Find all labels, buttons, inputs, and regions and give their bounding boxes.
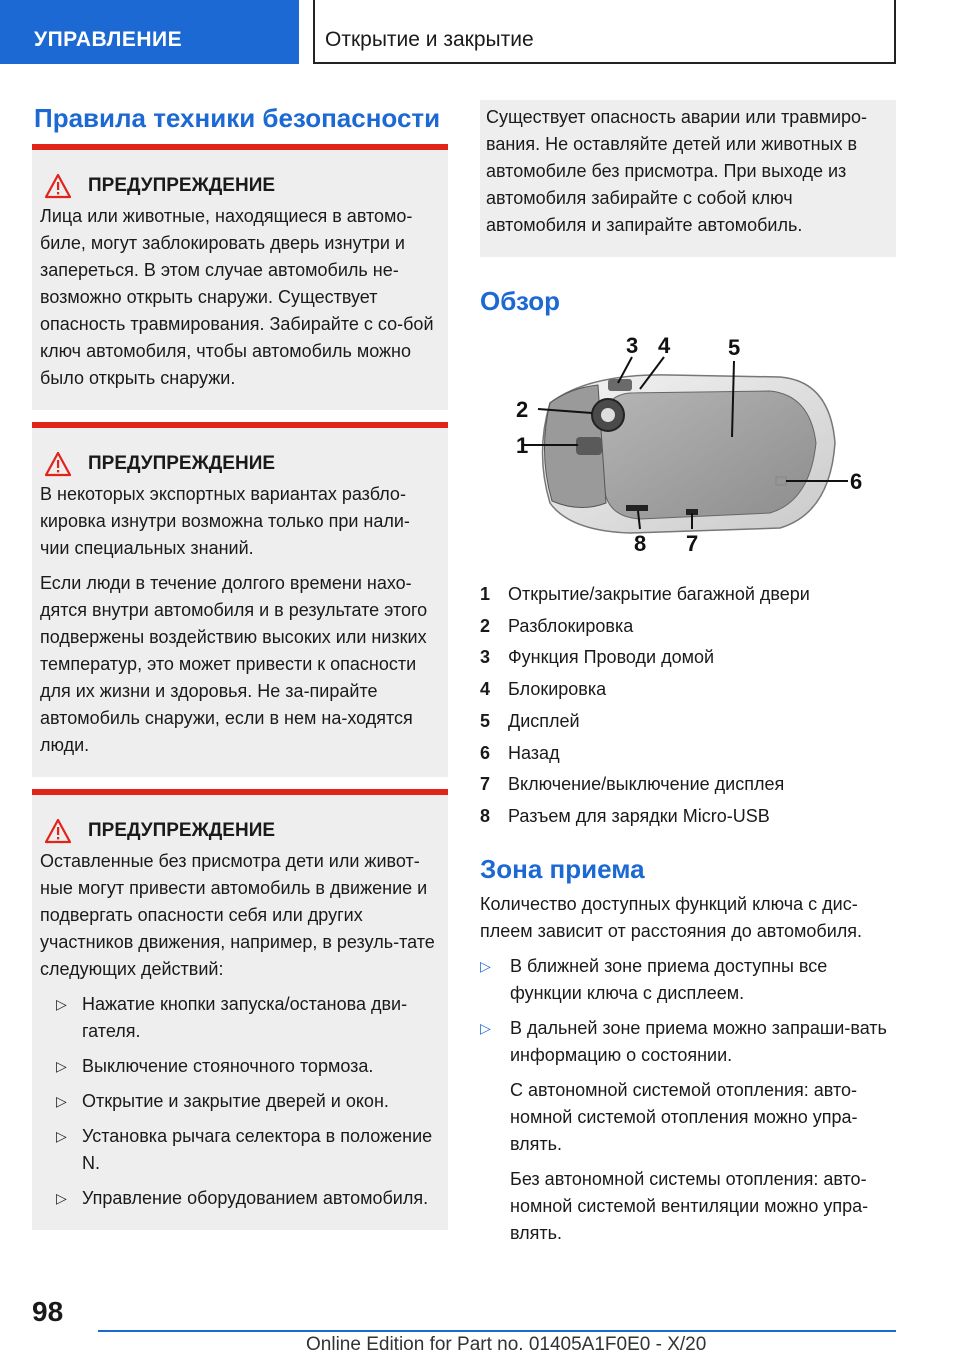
legend-item: 1 Открытие/закрытие багажной двери	[480, 584, 810, 604]
warning-text: В некоторых экспортных вариантах разбло-кировка изнутри возможна только при нали-чии специальных знаний.	[40, 484, 410, 558]
warning-text: Если люди в течение долгого времени нахо-дятся внутри автомобиля и в результате этого подвержены воздействию высоких или низких температур, это может привести к опасности для их жизни и здоровья. Не за-пирайте автомобиль снаружи, если в нем на-ходятся люди.	[40, 573, 428, 755]
warning-continuation-box	[480, 100, 896, 257]
reception-range-intro: Количество доступных функций ключа с дис-плеем зависит от расстояния до автомобиля.	[480, 893, 862, 941]
warning-triangle-icon	[44, 818, 72, 844]
callout-4: 4	[658, 333, 671, 358]
warning-box-3	[32, 789, 448, 1230]
left-column	[32, 100, 448, 1230]
warning-continuation-text: Существует опасность аварии или травмиро-вания. Не оставляйте детей или животных в автомобиле без присмотра. При выходе из автомобиля забирайте с собой ключ автомобиля и запирайте автомобиль.	[486, 107, 868, 235]
reception-range-list	[480, 953, 896, 1247]
triangle-bullet-icon: ▷	[480, 957, 491, 974]
header-divider	[313, 0, 315, 64]
warning-box-2	[32, 422, 448, 777]
warning-box-1	[32, 144, 448, 410]
callout-6: 6	[850, 469, 863, 494]
overview-title: Обзор	[480, 286, 560, 316]
triangle-bullet-icon: ▷	[56, 996, 67, 1012]
list-item: ▷ Открытие и закрытие дверей и окон.	[40, 1088, 436, 1115]
list-item: ▷ Управление оборудованием автомобиля.	[40, 1185, 436, 1212]
header-topic-title: Открытие и закрытие	[313, 0, 896, 64]
warning-header	[40, 817, 436, 844]
warning-triangle-icon	[44, 173, 72, 199]
display-key-illustration	[480, 333, 896, 563]
callout-3: 3	[626, 333, 639, 358]
legend-item: 2 Разблокировка	[480, 615, 634, 636]
page-number: 98	[32, 1296, 64, 1327]
safety-title: Правила техники безопасности	[34, 103, 441, 133]
legend-item: 3 Функция Проводи домой	[480, 647, 715, 668]
list-subparagraph: Без автономной системы отопления: авто-номной системой вентиляции можно упра-влять.	[510, 1168, 869, 1243]
legend-item: 6 Назад	[480, 742, 560, 763]
reception-range-title: Зона приема	[480, 853, 645, 884]
warning-text: Лица или животные, находящиеся в автомо-биле, могут заблокировать дверь изнутри и запереться. В этом случае автомобиль не-возможно открыть снаружи. Существует опасность травмирования. Забирайте с со-бой ключ автомобиля, чтобы автомобиль можно было открыть снаружи.	[40, 206, 434, 388]
triangle-bullet-icon: ▷	[56, 1058, 67, 1074]
warning-header	[40, 450, 436, 477]
callout-2: 2	[516, 397, 529, 422]
footer-edition: Online Edition for Part no. 01405A1F0E0 - X/20	[306, 1334, 707, 1355]
list-item: ▷ Нажатие кнопки запуска/останова дви-гателя.	[40, 991, 436, 1045]
callout-5: 5	[728, 335, 741, 360]
triangle-bullet-icon: ▷	[480, 1019, 491, 1036]
legend-item: 5 Дисплей	[480, 710, 580, 731]
warning-bullet-list	[40, 991, 436, 1212]
callout-8: 8	[634, 531, 647, 556]
legend-item: 8 Разъем для зарядки Micro-USB	[480, 805, 770, 826]
warning-label: ПРЕДУПРЕЖДЕНИЕ	[88, 175, 276, 196]
list-subparagraph: С автономной системой отопления: авто-номной системой отопления можно упра-влять.	[510, 1079, 858, 1154]
figure-legend	[480, 579, 896, 833]
legend-item: 7 Включение/выключение дисплея	[480, 774, 785, 795]
triangle-bullet-icon: ▷	[56, 1190, 67, 1206]
warning-triangle-icon	[44, 451, 72, 477]
display-key-figure	[480, 333, 896, 563]
list-item: ▷ Установка рычага селектора в положение N.	[40, 1123, 436, 1177]
list-item: ▷ В дальней зоне приема можно запраши-вать информацию о состоянии. С автономной системой отопления: авто-номной системой отопления можно упра-влять. Без автономной системы отопления: авто-номной системой вентиляции можно упра-влять.	[480, 1015, 896, 1247]
right-column	[480, 100, 896, 1255]
warning-text: Оставленные без присмотра дети или живот-ные могут привести автомобиль в движение и подвергать опасности себя или других участников движения, например, в резуль-тате следующих действий:	[40, 851, 435, 979]
triangle-bullet-icon: ▷	[56, 1093, 67, 1109]
callout-7: 7	[686, 531, 699, 556]
warning-label: ПРЕДУПРЕЖДЕНИЕ	[88, 453, 276, 474]
warning-header	[40, 172, 436, 199]
legend-item: 4 Блокировка	[480, 679, 607, 700]
list-item: ▷ Выключение стояночного тормоза.	[40, 1053, 436, 1080]
callout-1: 1	[516, 433, 529, 458]
header-section-title: УПРАВЛЕНИЕ	[0, 0, 299, 64]
triangle-bullet-icon: ▷	[56, 1128, 67, 1144]
footer-divider	[98, 1330, 896, 1332]
warning-label: ПРЕДУПРЕЖДЕНИЕ	[88, 820, 276, 841]
list-item: ▷ В ближней зоне приема доступны все функции ключа с дисплеем.	[480, 953, 896, 1007]
